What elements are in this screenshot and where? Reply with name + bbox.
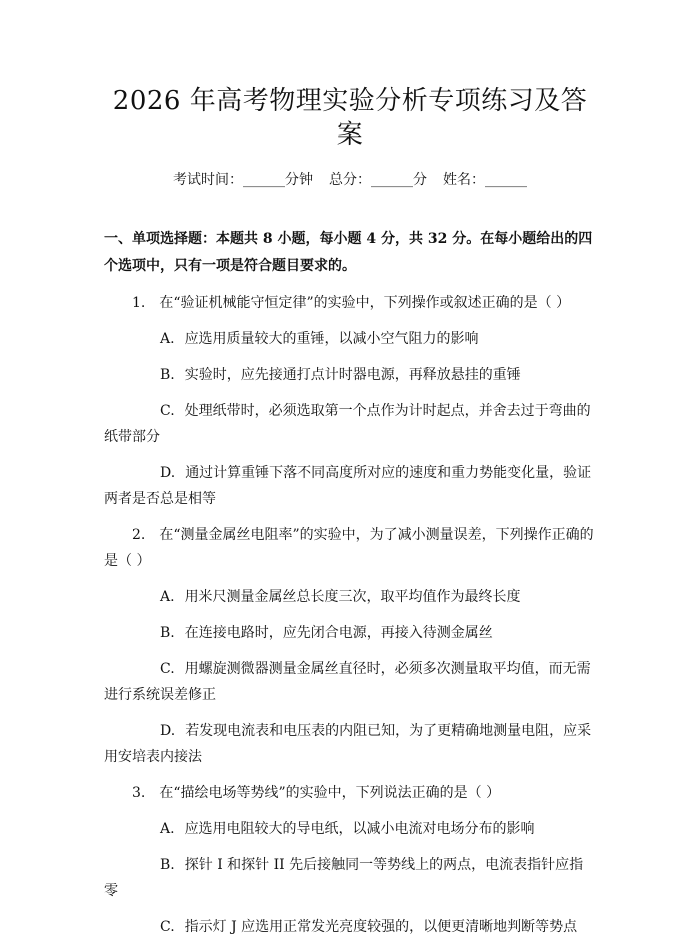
- question-number: 1.: [132, 295, 146, 311]
- option-1d: [104, 460, 596, 512]
- question-number: 2.: [132, 527, 146, 543]
- option-1c: [104, 398, 596, 450]
- option-letter: D.: [160, 723, 176, 739]
- question-3: [104, 780, 596, 806]
- document-title: 2026 年高考物理实验分析专项练习及答案: [112, 86, 588, 150]
- question-text: 在“描绘电场等势线”的实验中，下列说法正确的是（ ）: [159, 785, 501, 801]
- exam-meta: [104, 170, 596, 190]
- option-text: 通过计算重锤下落不同高度所对应的速度和重力势能变化量，验证两者是否总是相等: [104, 465, 592, 507]
- option-text: 应选用质量较大的重锤，以减小空气阻力的影响: [184, 331, 479, 347]
- option-text: 探针 I 和探针 II 先后接触同一等势线上的两点，电流表指针应指零: [104, 857, 584, 899]
- exam-time: 考试时间：______分钟: [173, 172, 313, 188]
- option-text: 用米尺测量金属丝总长度三次，取平均值作为最终长度: [184, 589, 521, 605]
- option-text: 应选用电阻较大的导电纸，以减小电流对电场分布的影响: [184, 821, 535, 837]
- option-letter: C.: [160, 661, 175, 677]
- option-1a: [104, 326, 596, 352]
- option-text: 若发现电流表和电压表的内阻已知，为了更精确地测量电阻，应采用安培表内接法: [104, 723, 592, 765]
- option-2d: [104, 718, 596, 770]
- total-score: 总分：______分: [329, 172, 427, 188]
- question-1: [104, 290, 596, 316]
- option-letter: A.: [160, 821, 175, 837]
- student-name: 姓名：______: [443, 172, 527, 188]
- option-letter: B.: [160, 857, 175, 873]
- question-text: 在“验证机械能守恒定律”的实验中，下列操作或叙述正确的是（ ）: [159, 295, 571, 311]
- option-2a: [104, 584, 596, 610]
- option-letter: A.: [160, 331, 175, 347]
- option-3c: [104, 914, 596, 940]
- option-letter: A.: [160, 589, 175, 605]
- option-letter: C.: [160, 919, 175, 935]
- option-text: 用螺旋测微器测量金属丝直径时，必须多次测量取平均值，而无需进行系统误差修正: [104, 661, 591, 703]
- section-heading: 一、单项选择题：本题共 8 小题，每小题 4 分，共 32 分。在每小题给出的四个选项中，只有一项是符合题目要求的。: [104, 231, 593, 274]
- option-text: 在连接电路时，应先闭合电源，再接入待测金属丝: [184, 625, 493, 641]
- question-2: [104, 522, 596, 574]
- option-2b: [104, 620, 596, 646]
- option-letter: B.: [160, 625, 175, 641]
- option-letter: B.: [160, 367, 175, 383]
- question-number: 3.: [132, 785, 146, 801]
- option-text: 实验时，应先接通打点计时器电源，再释放悬挂的重锤: [184, 367, 521, 383]
- option-3a: [104, 816, 596, 842]
- option-letter: D.: [160, 465, 176, 481]
- option-text: 指示灯 J 应选用正常发光亮度较强的，以便更清晰地判断等势点: [184, 919, 578, 935]
- option-letter: C.: [160, 403, 175, 419]
- question-text: 在“测量金属丝电阻率”的实验中，为了减小测量误差，下列操作正确的是（ ）: [104, 527, 594, 569]
- option-text: 处理纸带时，必须选取第一个点作为计时起点，并舍去过于弯曲的纸带部分: [104, 403, 591, 445]
- option-1b: [104, 362, 596, 388]
- option-2c: [104, 656, 596, 708]
- option-3b: [104, 852, 596, 904]
